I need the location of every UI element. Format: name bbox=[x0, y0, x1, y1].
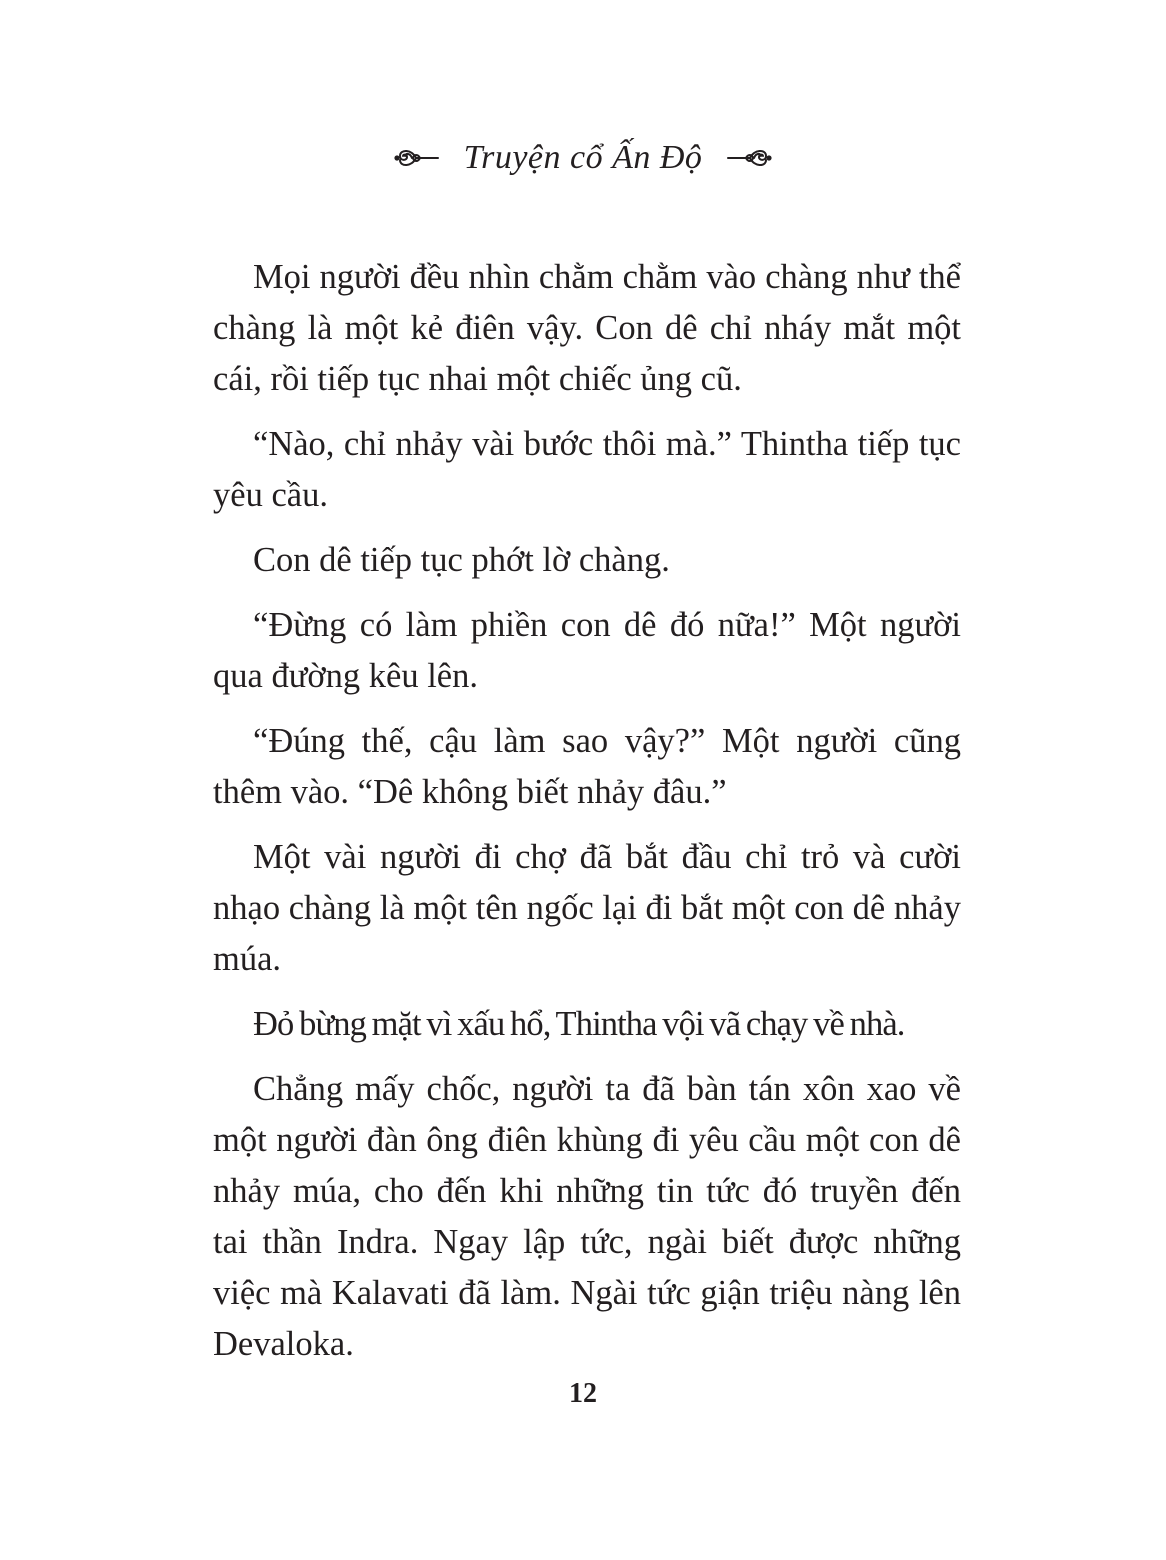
paragraph: “Đúng thế, cậu làm sao vậy?” Một người cũng thêm vào. “Dê không biết nhảy đâu.” bbox=[213, 722, 961, 811]
flourish-right-icon bbox=[726, 145, 772, 171]
paragraph: “Nào, chỉ nhảy vài bước thôi mà.” Thintha tiếp tục yêu cầu. bbox=[213, 425, 961, 514]
flourish-left-icon bbox=[394, 145, 440, 171]
paragraph: Con dê tiếp tục phớt lờ chàng. bbox=[253, 541, 670, 579]
paragraph: Mọi người đều nhìn chằm chằm vào chàng như thể chàng là một kẻ điên vậy. Con dê chỉ nháy mắt một cái, rồi tiếp tục nhai một chiếc ủng cũ. bbox=[213, 258, 961, 398]
running-title: Truyện cổ Ấn Độ bbox=[463, 139, 703, 176]
paragraph: Đỏ bừng mặt vì xấu hổ, Thintha vội vã chạy về nhà. bbox=[253, 1005, 905, 1043]
paragraph: “Đừng có làm phiền con dê đó nữa!” Một người qua đường kêu lên. bbox=[213, 606, 961, 695]
page-number: 12 bbox=[569, 1378, 597, 1409]
paragraph: Chẳng mấy chốc, người ta đã bàn tán xôn xao về một người đàn ông điên khùng đi yêu cầu một con dê nhảy múa, cho đến khi những tin tức đó truyền đến tai thần Indra. Ngay lập tức, ngài biết được những việc mà Kalavati đã làm. Ngài tức giận triệu nàng lên Devaloka. bbox=[213, 1070, 961, 1363]
running-header bbox=[0, 136, 1166, 180]
body-text bbox=[213, 252, 961, 1384]
paragraph: Một vài người đi chợ đã bắt đầu chỉ trỏ và cười nhạo chàng là một tên ngốc lại đi bắt một con dê nhảy múa. bbox=[213, 838, 961, 978]
